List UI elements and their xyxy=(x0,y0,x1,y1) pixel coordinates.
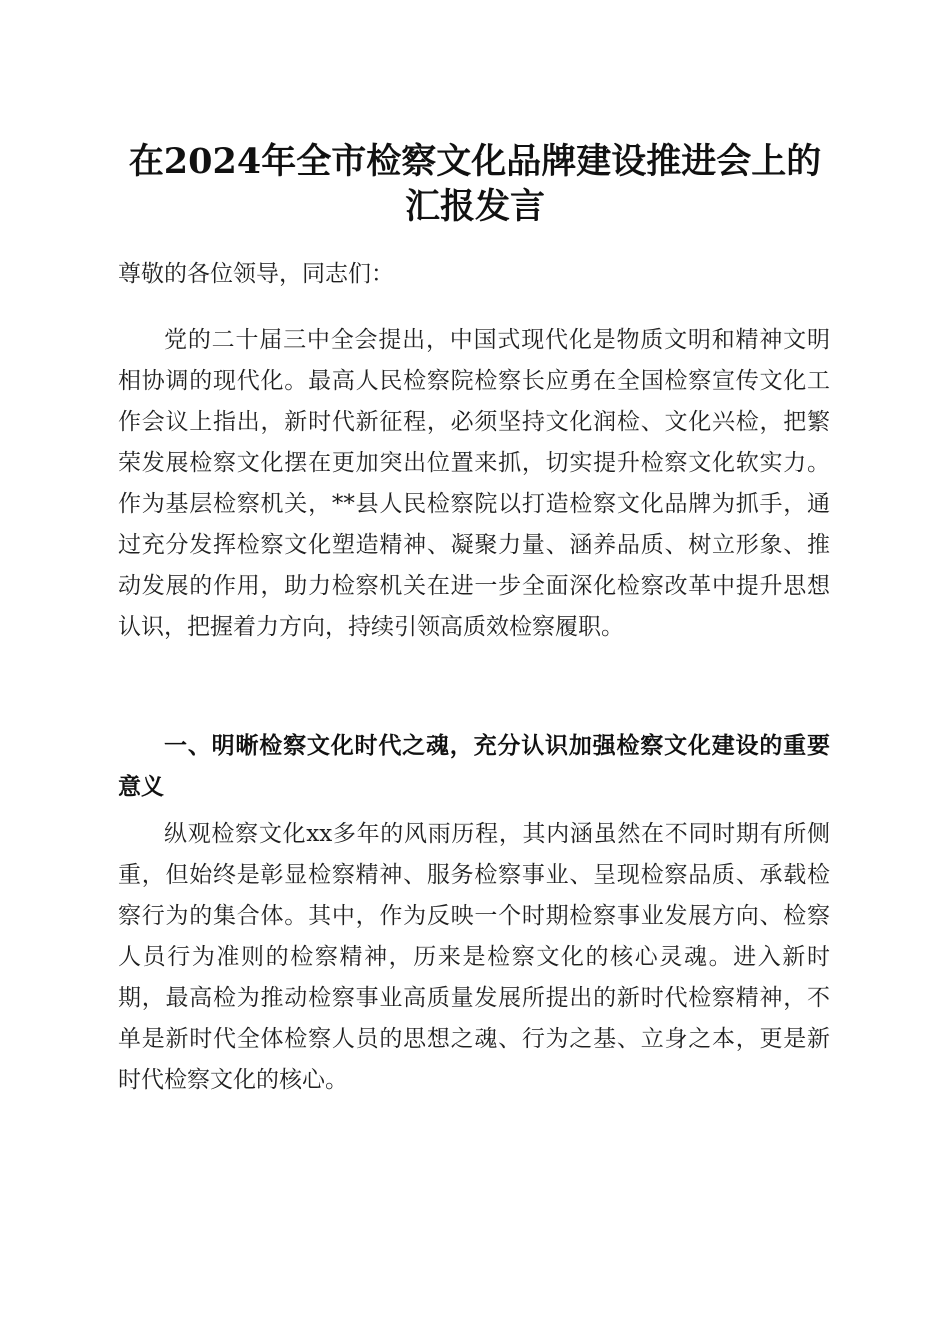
document-title-line-1: 在2024年全市检察文化品牌建设推进会上的 xyxy=(128,141,822,182)
paragraph-2: 纵观检察文化xx多年的风雨历程，其内涵虽然在不同时期有所侧重，但始终是彰显检察精神、服务检察事业、呈现检察品质、承载检察行为的集合体。其中，作为反映一个时期检察事业发展方向、检察人员行为准则的检察精神，历来是检察文化的核心灵魂。进入新时期，最高检为推动检察事业高质量发展所提出的新时代检察精神，不单是新时代全体检察人员的思想之魂、行为之基、立身之本，更是新时代检察文化的核心。 xyxy=(118,821,830,1093)
section-heading-1: 一、明晰检察文化时代之魂，充分认识加强检察文化建设的重要意义 xyxy=(118,733,830,800)
salutation: 尊敬的各位领导，同志们： xyxy=(118,261,394,287)
document-title-line-2: 汇报发言 xyxy=(404,186,545,227)
paragraph-1: 党的二十届三中全会提出，中国式现代化是物质文明和精神文明相协调的现代化。最高人民检察院检察长应勇在全国检察宣传文化工作会议上指出，新时代新征程，必须坚持文化润检、文化兴检，把繁荣发展检察文化摆在更加突出位置来抓，切实提升检察文化软实力。作为基层检察机关，**县人民检察院以打造检察文化品牌为抓手，通过充分发挥检察文化塑造精神、凝聚力量、涵养品质、树立形象、推动发展的作用，助力检察机关在进一步全面深化检察改革中提升思想认识，把握着力方向，持续引领高质效检察履职。 xyxy=(118,327,830,640)
